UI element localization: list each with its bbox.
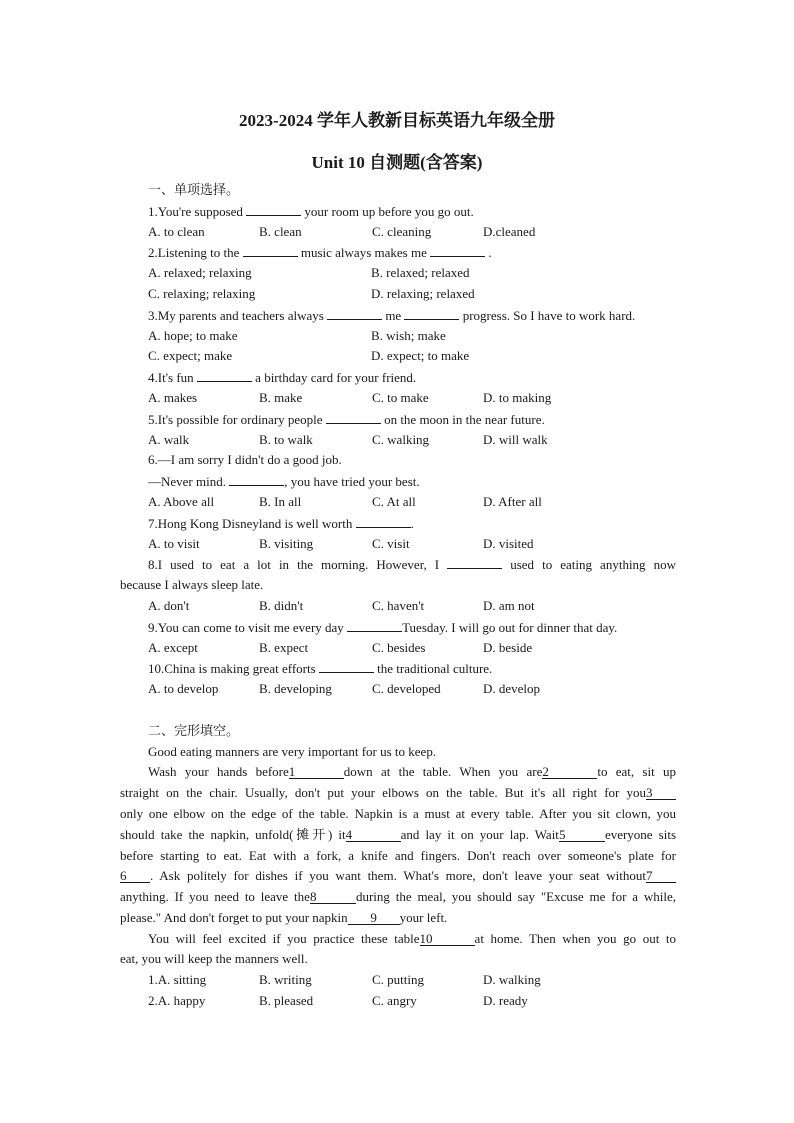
option-b: B. relaxed; relaxed — [371, 265, 470, 281]
cloze-blank-1: 1 — [289, 764, 344, 779]
answer-blank — [356, 513, 411, 528]
option-a: A. Above all — [148, 493, 215, 509]
options-7 — [120, 534, 676, 555]
options-4 — [120, 388, 676, 409]
option-b: B. wish; make — [371, 327, 446, 343]
answer-blank — [347, 617, 402, 632]
question-6-reply: —Never mind. , you have tried your best. — [120, 471, 676, 492]
options-5 — [120, 430, 676, 451]
answer-blank — [327, 305, 382, 320]
document-subtitle: Unit 10 自测题(含答案) — [311, 153, 483, 172]
cloze-blank-7: 7 — [646, 868, 676, 883]
cloze-line: straight on the chair. Usually, don't put your elbows on the table. But it's all right for you3 — [120, 783, 676, 804]
option-c: C. walking — [372, 431, 430, 447]
options-9 — [120, 638, 676, 659]
question-7: 7.Hong Kong Disneyland is well worth . — [120, 513, 676, 534]
option-c: C. developed — [372, 681, 441, 697]
question-8: 8.I used to eat a lot in the morning. However, I used to eating anything now — [120, 554, 676, 575]
option-b: B. make — [259, 389, 303, 405]
cloze-line: anything. If you need to leave the8 during the meal, you should say "Excuse me for a while, — [120, 889, 677, 905]
cloze-blank-9: 9 — [348, 910, 400, 925]
option-c: C. angry — [372, 993, 417, 1009]
option-b: B. In all — [259, 493, 302, 509]
question-3: 3.My parents and teachers always me progress. So I have to work hard. — [120, 305, 676, 326]
option-c: C. haven't — [372, 597, 425, 613]
options-10 — [120, 679, 676, 700]
cloze-blank-3: 3 — [646, 785, 676, 800]
section-gap — [120, 700, 676, 721]
section-heading: 一、单项选择。 — [148, 182, 240, 197]
options-2-row1 — [120, 263, 676, 284]
question-2: 2.Listening to the music always makes me . — [120, 242, 676, 263]
cloze-line: only one elbow on the edge of the table. Napkin is a must at every table. After you sit clown, you — [120, 805, 676, 821]
answer-blank — [430, 242, 485, 257]
answer-blank — [246, 201, 301, 216]
options-6 — [120, 492, 676, 513]
question-4: 4.It's fun a birthday card for your friend. — [120, 367, 676, 388]
cloze-line: before starting to eat. Eat with a fork, a knife and fingers. Don't reach over someone's plate for — [120, 847, 676, 863]
question-5: 5.It's possible for ordinary people on the moon in the near future. — [120, 409, 676, 430]
question-8-continued: because I always sleep late. — [120, 577, 264, 593]
option-d: D. expect; to make — [371, 348, 470, 364]
answer-blank — [229, 471, 284, 486]
answer-blank — [447, 554, 502, 569]
option-d: D. ready — [483, 993, 528, 1009]
options-3-row2 — [120, 346, 676, 367]
option-c: C. relaxing; relaxing — [148, 285, 256, 301]
option-a: A. to visit — [148, 535, 200, 551]
option-b: B. expect — [259, 639, 309, 655]
option-d: D. walking — [483, 972, 541, 988]
cloze-blank-8: 8 — [310, 889, 356, 904]
option-b: B. visiting — [259, 535, 314, 551]
answer-blank — [243, 242, 298, 257]
option-b: B. clean — [259, 223, 302, 239]
answer-blank — [404, 305, 459, 320]
option-d: D. will walk — [483, 431, 548, 447]
section-heading: 二、完形填空。 — [148, 722, 240, 738]
cloze-blank-4: 4 — [346, 827, 401, 842]
option-d: D. After all — [483, 493, 542, 509]
option-a: A. to clean — [148, 223, 205, 239]
option-a: A. makes — [148, 389, 198, 405]
question-1: 1.You're supposed your room up before you go out. — [120, 201, 676, 222]
question-10: 10.China is making great efforts the traditional culture. — [120, 658, 676, 679]
option-c: C. besides — [372, 639, 426, 655]
option-a: A. except — [148, 639, 198, 655]
option-d: D. beside — [483, 639, 533, 655]
cloze-options-2 — [120, 991, 676, 1012]
option-d: D. am not — [483, 597, 535, 613]
option-a: 1.A. sitting — [148, 972, 207, 988]
answer-blank — [319, 658, 374, 673]
option-a: A. don't — [148, 597, 190, 613]
cloze-blank-2: 2 — [542, 764, 597, 779]
question-6: 6.—I am sorry I didn't do a good job. — [148, 452, 342, 468]
option-b: B. writing — [259, 972, 312, 988]
option-d: D. visited — [483, 535, 534, 551]
option-d: D.cleaned — [483, 223, 536, 239]
option-a: A. relaxed; relaxing — [148, 265, 252, 281]
option-c: C. putting — [372, 972, 425, 988]
option-c: C. expect; make — [148, 348, 233, 364]
option-b: B. pleased — [259, 993, 314, 1009]
cloze-line: Wash your hands before1 down at the table. When you are2 to eat, sit up — [148, 764, 676, 780]
options-3-row1 — [120, 326, 676, 347]
cloze-options-1 — [120, 970, 676, 991]
option-d: D. develop — [483, 681, 541, 697]
option-b: B. developing — [259, 681, 332, 697]
cloze-line: should take the napkin, unfold(摊开) it4 and lay it on your lap. Wait5 everyone sits — [120, 826, 677, 842]
cloze-intro: Good eating manners are very important for us to keep. — [148, 743, 437, 759]
document-body — [120, 180, 676, 1012]
option-d: D. to making — [483, 389, 552, 405]
option-b: B. to walk — [259, 431, 313, 447]
options-1 — [120, 222, 676, 243]
options-8 — [120, 596, 676, 617]
answer-blank — [197, 367, 252, 382]
option-d: D. relaxing; relaxed — [371, 285, 475, 301]
cloze-line: please." And don't forget to put your napkin 9 your left. — [120, 909, 448, 925]
cloze-line: 6 . Ask politely for dishes if you want them. What's more, don't leave your seat without7 — [120, 866, 676, 887]
option-c: C. At all — [372, 493, 416, 509]
cloze-blank-10: 10 — [420, 931, 475, 946]
option-a: A. hope; to make — [148, 327, 238, 343]
option-c: C. cleaning — [372, 223, 432, 239]
question-9: 9.You can come to visit me every day Tuesday. I will go out for dinner that day. — [120, 617, 676, 638]
option-c: C. to make — [372, 389, 429, 405]
option-a: 2.A. happy — [148, 993, 206, 1009]
cloze-line: eat, you will keep the manners well. — [120, 951, 308, 967]
option-a: A. walk — [148, 431, 190, 447]
cloze-blank-5: 5 — [559, 827, 605, 842]
answer-blank — [326, 409, 381, 424]
options-2-row2 — [120, 284, 676, 305]
document-title: 2023-2024 学年人教新目标英语九年级全册 — [239, 111, 555, 130]
option-c: C. visit — [372, 535, 410, 551]
option-b: B. didn't — [259, 597, 304, 613]
cloze-line: You will feel excited if you practice these table10 at home. Then when you go out to — [148, 930, 677, 946]
option-a: A. to develop — [148, 681, 219, 697]
cloze-blank-6: 6 — [120, 868, 150, 883]
